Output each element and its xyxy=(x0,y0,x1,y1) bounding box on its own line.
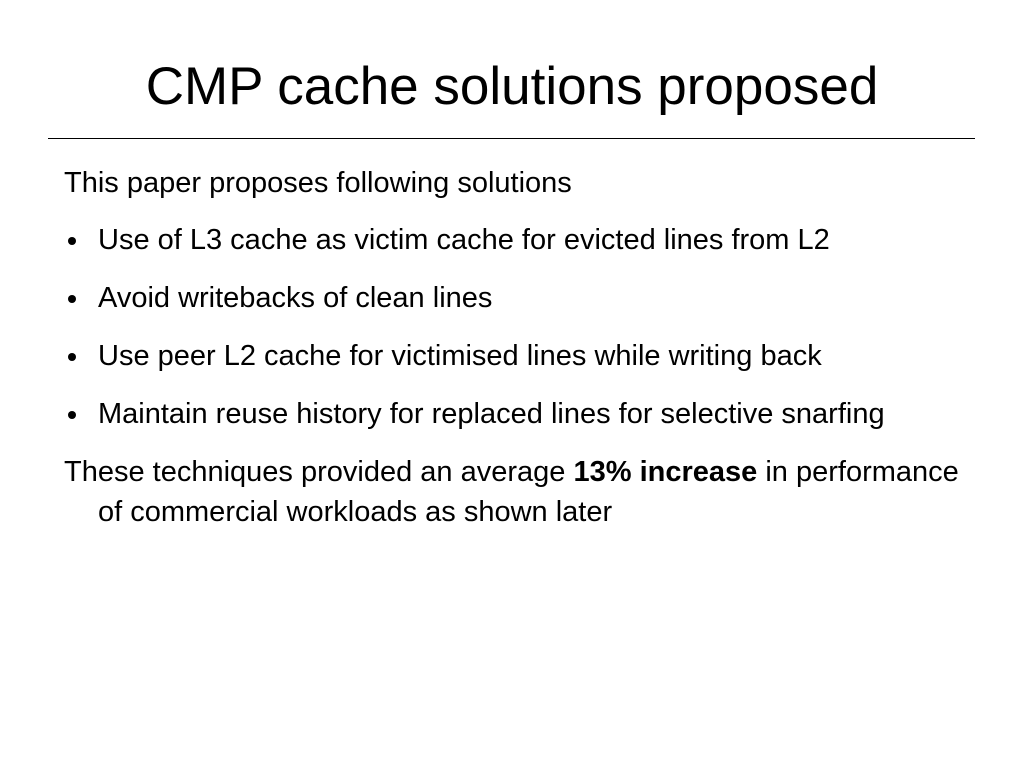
conclusion-emphasis: 13% increase xyxy=(573,456,758,488)
conclusion-text xyxy=(64,452,974,532)
solutions-list xyxy=(64,220,974,434)
list-item-text: Maintain reuse history for replaced lines for selective snarfing xyxy=(98,398,885,430)
bullet-icon xyxy=(68,237,76,245)
list-item-text: Use of L3 cache as victim cache for evicted lines from L2 xyxy=(98,224,830,256)
slide-title: CMP cache solutions proposed xyxy=(145,57,879,116)
bullet-icon xyxy=(68,353,76,361)
list-item xyxy=(64,278,974,318)
conclusion-before: These techniques provided an average xyxy=(64,456,574,488)
title-divider xyxy=(48,138,975,139)
list-item xyxy=(64,336,974,376)
slide-body xyxy=(64,163,974,550)
conclusion-after: in performance of commercial workloads as shown later xyxy=(98,456,959,528)
intro-text: This paper proposes following solutions xyxy=(64,167,572,199)
list-item-text: Use peer L2 cache for victimised lines while writing back xyxy=(98,340,822,372)
list-item xyxy=(64,220,974,260)
bullet-icon xyxy=(68,295,76,303)
bullet-icon xyxy=(68,411,76,419)
list-item-text: Avoid writebacks of clean lines xyxy=(98,282,493,314)
list-item xyxy=(64,394,974,434)
